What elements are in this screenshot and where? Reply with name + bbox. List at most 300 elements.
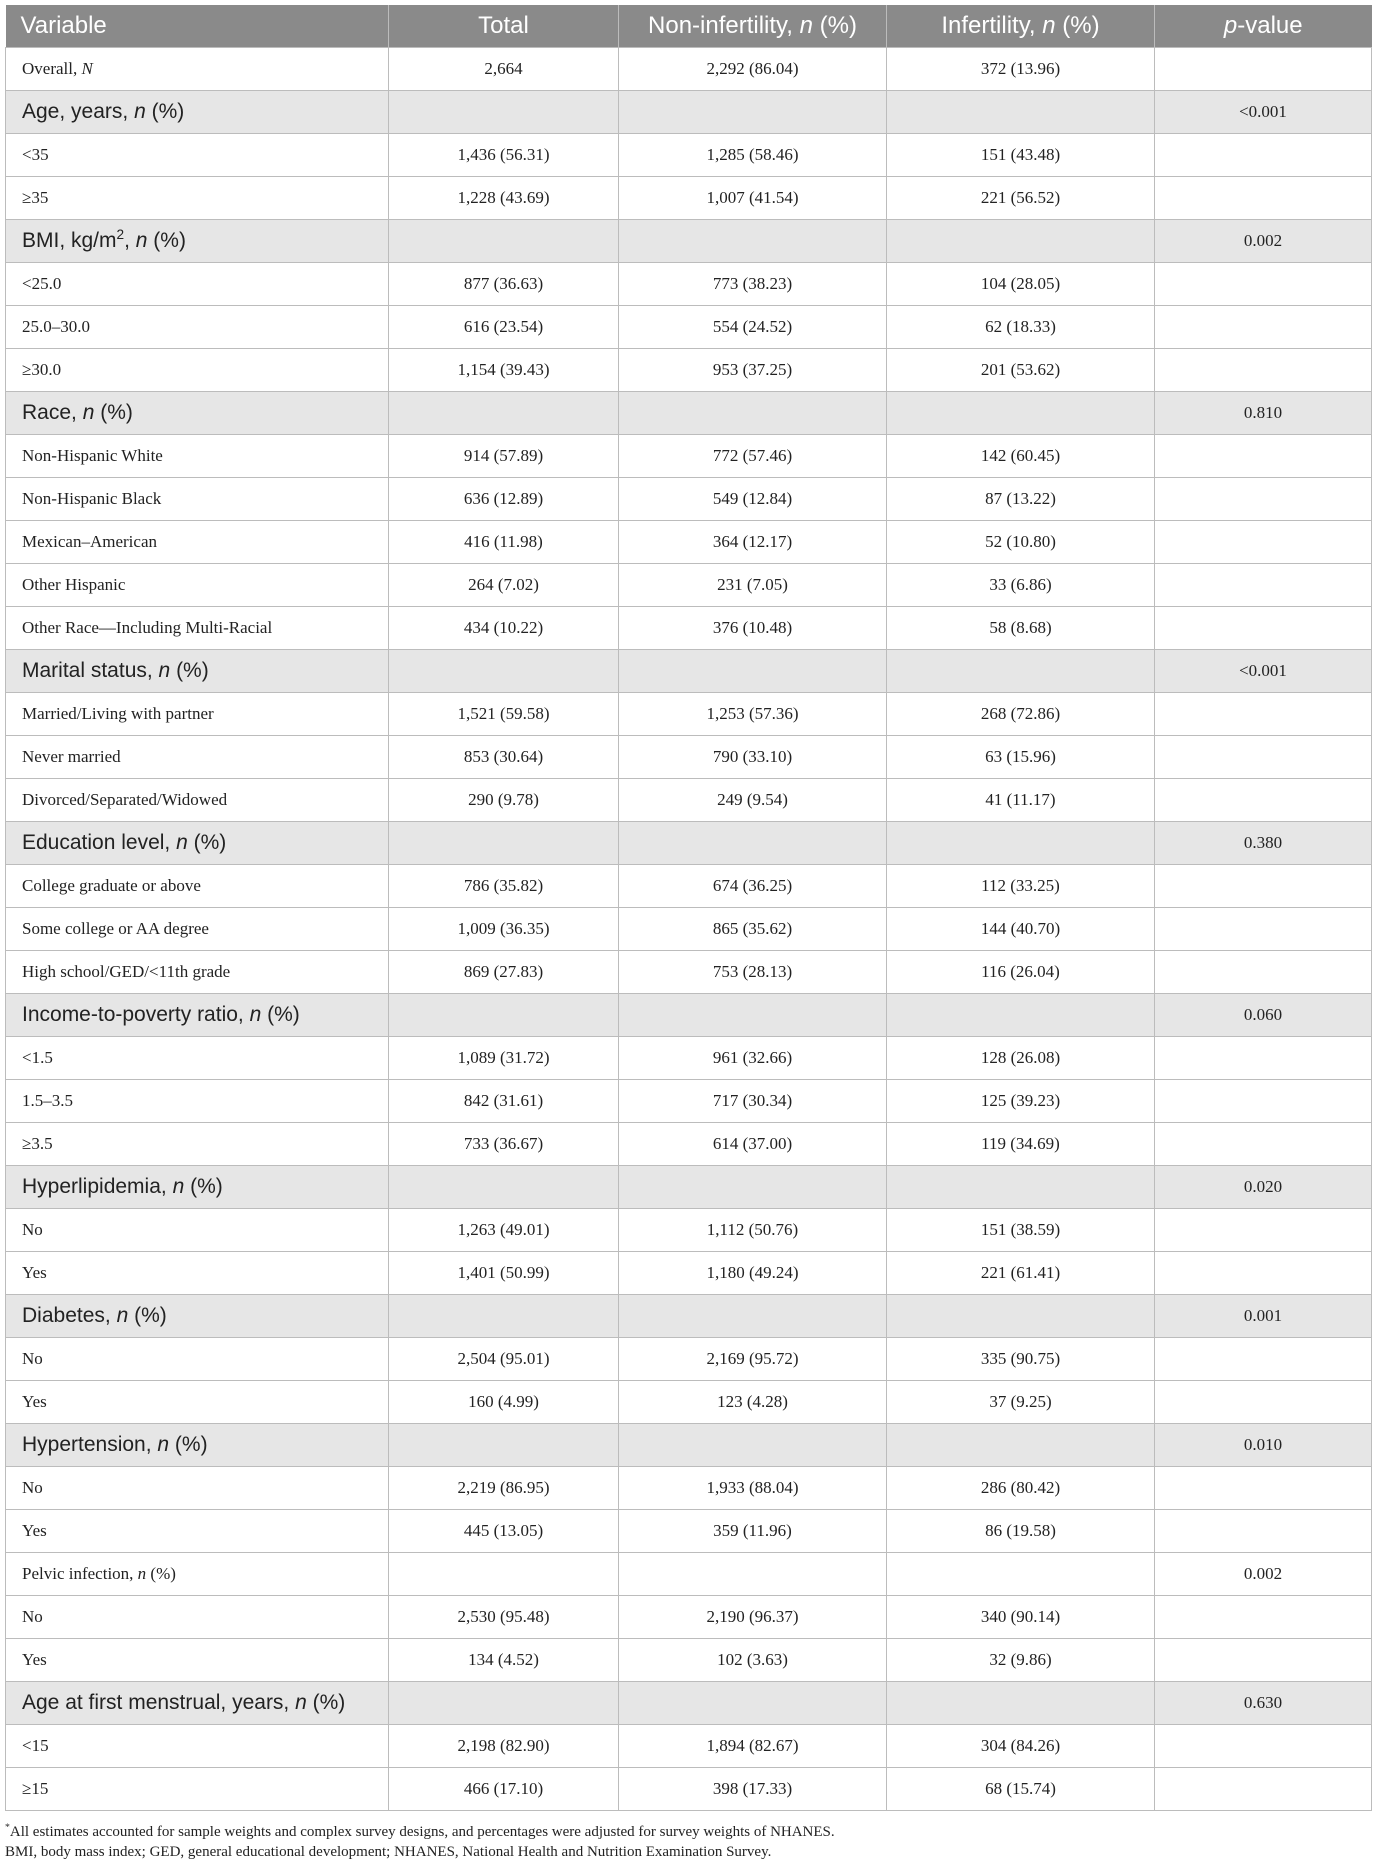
row-non-infertility: 753 (28.13) <box>619 951 887 994</box>
row-label: 1.5–3.5 <box>6 1080 389 1123</box>
row-label: No <box>6 1209 389 1252</box>
group-label-suffix: (%) <box>184 1175 223 1198</box>
row-non-infertility: 2,169 (95.72) <box>619 1338 887 1381</box>
row-total: 877 (36.63) <box>389 263 619 306</box>
group-label <box>6 392 389 435</box>
row-p-value-empty <box>1155 1725 1372 1768</box>
group-label-suffix: (%) <box>306 1691 346 1714</box>
baseline-characteristics-table <box>5 5 1372 1811</box>
row-p-value-empty <box>1155 263 1372 306</box>
header-infertility <box>887 5 1155 48</box>
row-label: Divorced/Separated/Widowed <box>6 779 389 822</box>
group-header-row <box>6 1553 1372 1596</box>
row-total: 1,228 (43.69) <box>389 177 619 220</box>
header-noninf-prefix: Non-infertility, <box>648 12 800 39</box>
group-p-value: 0.380 <box>1155 822 1372 865</box>
group-non-infertility-empty <box>619 822 887 865</box>
group-label <box>6 220 389 263</box>
group-total-empty <box>389 1295 619 1338</box>
table-row <box>6 1725 1372 1768</box>
row-label: <15 <box>6 1725 389 1768</box>
row-non-infertility: 1,180 (49.24) <box>619 1252 887 1295</box>
header-p-value <box>1155 5 1372 48</box>
group-infertility-empty <box>887 1553 1155 1596</box>
group-infertility-empty <box>887 1166 1155 1209</box>
row-label: <1.5 <box>6 1037 389 1080</box>
row-label: ≥35 <box>6 177 389 220</box>
group-label-suffix: (%) <box>94 401 133 424</box>
row-total: 434 (10.22) <box>389 607 619 650</box>
header-noninf-suffix: (%) <box>812 12 857 39</box>
row-label: Yes <box>6 1252 389 1295</box>
row-non-infertility: 1,007 (41.54) <box>619 177 887 220</box>
row-total: 2,530 (95.48) <box>389 1596 619 1639</box>
footnote-weights-text: All estimates accounted for sample weights and complex survey designs, and percentages were adjusted for survey weights of NHANES. <box>9 1824 835 1840</box>
group-p-value: <0.001 <box>1155 91 1372 134</box>
group-infertility-empty <box>887 1295 1155 1338</box>
row-total: 616 (23.54) <box>389 306 619 349</box>
row-total: 2,504 (95.01) <box>389 1338 619 1381</box>
row-non-infertility: 376 (10.48) <box>619 607 887 650</box>
table-row <box>6 1338 1372 1381</box>
row-label: Non-Hispanic White <box>6 435 389 478</box>
row-total: 853 (30.64) <box>389 736 619 779</box>
group-p-value: <0.001 <box>1155 650 1372 693</box>
table-row <box>6 435 1372 478</box>
baseline-table-container <box>5 5 1371 1811</box>
row-infertility: 112 (33.25) <box>887 865 1155 908</box>
group-label-suffix: (%) <box>128 1304 167 1327</box>
group-label-n: n <box>135 229 148 252</box>
row-p-value-empty <box>1155 521 1372 564</box>
row-infertility: 142 (60.45) <box>887 435 1155 478</box>
header-total: Total <box>389 5 619 48</box>
group-label-suffix: (%) <box>169 1433 208 1456</box>
group-label-suffix: (%) <box>146 1564 176 1583</box>
table-row <box>6 177 1372 220</box>
group-total-empty <box>389 1553 619 1596</box>
row-p-value-empty <box>1155 779 1372 822</box>
row-infertility: 340 (90.14) <box>887 1596 1155 1639</box>
table-row <box>6 865 1372 908</box>
row-p-value-empty <box>1155 1338 1372 1381</box>
group-infertility-empty <box>887 650 1155 693</box>
row-p-value-empty <box>1155 1381 1372 1424</box>
row-infertility: 221 (56.52) <box>887 177 1155 220</box>
group-total-empty <box>389 392 619 435</box>
row-total: 264 (7.02) <box>389 564 619 607</box>
group-label-suffix: (%) <box>147 229 186 252</box>
group-label <box>6 1295 389 1338</box>
overall-non-infertility: 2,292 (86.04) <box>619 48 887 91</box>
row-total: 1,009 (36.35) <box>389 908 619 951</box>
row-p-value-empty <box>1155 607 1372 650</box>
row-infertility: 151 (38.59) <box>887 1209 1155 1252</box>
row-infertility: 58 (8.68) <box>887 607 1155 650</box>
row-infertility: 41 (11.17) <box>887 779 1155 822</box>
row-label: Non-Hispanic Black <box>6 478 389 521</box>
table-row <box>6 736 1372 779</box>
group-header-row <box>6 994 1372 1037</box>
group-label-text: Diabetes, <box>22 1304 117 1327</box>
row-total: 2,198 (82.90) <box>389 1725 619 1768</box>
row-infertility: 68 (15.74) <box>887 1768 1155 1811</box>
row-total: 445 (13.05) <box>389 1510 619 1553</box>
row-p-value-empty <box>1155 1596 1372 1639</box>
row-non-infertility: 2,190 (96.37) <box>619 1596 887 1639</box>
footnote-star: * <box>5 1822 10 1833</box>
header-inf-prefix: Infertility, <box>941 12 1043 39</box>
group-label-suffix: (%) <box>187 831 227 854</box>
row-label: Some college or AA degree <box>6 908 389 951</box>
row-total: 636 (12.89) <box>389 478 619 521</box>
group-infertility-empty <box>887 822 1155 865</box>
row-total: 1,154 (39.43) <box>389 349 619 392</box>
row-label: ≥30.0 <box>6 349 389 392</box>
row-infertility: 62 (18.33) <box>887 306 1155 349</box>
table-row <box>6 1381 1372 1424</box>
row-non-infertility: 123 (4.28) <box>619 1381 887 1424</box>
row-label: Other Hispanic <box>6 564 389 607</box>
group-header-row <box>6 220 1372 263</box>
group-total-empty <box>389 822 619 865</box>
group-infertility-empty <box>887 91 1155 134</box>
table-row <box>6 1252 1372 1295</box>
table-row <box>6 693 1372 736</box>
group-total-empty <box>389 91 619 134</box>
row-p-value-empty <box>1155 951 1372 994</box>
row-total: 160 (4.99) <box>389 1381 619 1424</box>
row-p-value-empty <box>1155 134 1372 177</box>
group-non-infertility-empty <box>619 1295 887 1338</box>
row-non-infertility: 717 (30.34) <box>619 1080 887 1123</box>
row-label: ≥3.5 <box>6 1123 389 1166</box>
row-non-infertility: 674 (36.25) <box>619 865 887 908</box>
row-label: Never married <box>6 736 389 779</box>
row-label: No <box>6 1338 389 1381</box>
row-infertility: 33 (6.86) <box>887 564 1155 607</box>
row-p-value-empty <box>1155 1037 1372 1080</box>
table-row <box>6 1510 1372 1553</box>
group-infertility-empty <box>887 392 1155 435</box>
row-infertility: 201 (53.62) <box>887 349 1155 392</box>
row-non-infertility: 359 (11.96) <box>619 1510 887 1553</box>
overall-label-n: N <box>81 59 93 78</box>
group-non-infertility-empty <box>619 650 887 693</box>
row-label: <35 <box>6 134 389 177</box>
group-label-n: n <box>82 401 95 424</box>
row-non-infertility: 961 (32.66) <box>619 1037 887 1080</box>
table-row <box>6 564 1372 607</box>
row-infertility: 151 (43.48) <box>887 134 1155 177</box>
row-total: 1,401 (50.99) <box>389 1252 619 1295</box>
group-p-value: 0.002 <box>1155 220 1372 263</box>
group-infertility-empty <box>887 1682 1155 1725</box>
header-p-italic: p <box>1223 12 1238 39</box>
group-p-value: 0.020 <box>1155 1166 1372 1209</box>
table-row <box>6 1639 1372 1682</box>
row-non-infertility: 1,112 (50.76) <box>619 1209 887 1252</box>
table-row <box>6 263 1372 306</box>
table-body <box>6 48 1372 1811</box>
group-label-text: Age, years, <box>22 100 135 123</box>
row-total: 1,263 (49.01) <box>389 1209 619 1252</box>
row-total: 2,219 (86.95) <box>389 1467 619 1510</box>
row-label: Mexican–American <box>6 521 389 564</box>
overall-label <box>6 48 389 91</box>
group-label-n: n <box>137 1564 147 1583</box>
group-non-infertility-empty <box>619 1424 887 1467</box>
row-non-infertility: 865 (35.62) <box>619 908 887 951</box>
group-label-n: n <box>295 1691 307 1714</box>
row-p-value-empty <box>1155 349 1372 392</box>
row-p-value-empty <box>1155 435 1372 478</box>
row-non-infertility: 231 (7.05) <box>619 564 887 607</box>
group-label-n: n <box>116 1304 129 1327</box>
group-label-after-sup: , <box>124 229 136 252</box>
row-infertility: 125 (39.23) <box>887 1080 1155 1123</box>
row-total: 134 (4.52) <box>389 1639 619 1682</box>
row-non-infertility: 1,253 (57.36) <box>619 693 887 736</box>
group-label-n: n <box>249 1003 262 1026</box>
row-total: 1,089 (31.72) <box>389 1037 619 1080</box>
table-row <box>6 779 1372 822</box>
row-p-value-empty <box>1155 1639 1372 1682</box>
group-infertility-empty <box>887 220 1155 263</box>
row-non-infertility: 953 (37.25) <box>619 349 887 392</box>
row-label: Other Race—Including Multi-Racial <box>6 607 389 650</box>
row-non-infertility: 1,285 (58.46) <box>619 134 887 177</box>
table-row <box>6 607 1372 650</box>
row-non-infertility: 773 (38.23) <box>619 263 887 306</box>
group-total-empty <box>389 220 619 263</box>
group-total-empty <box>389 1682 619 1725</box>
row-infertility: 87 (13.22) <box>887 478 1155 521</box>
header-inf-suffix: (%) <box>1055 12 1100 39</box>
row-label: Married/Living with partner <box>6 693 389 736</box>
group-label-suffix: (%) <box>261 1003 300 1026</box>
table-row <box>6 1596 1372 1639</box>
row-infertility: 52 (10.80) <box>887 521 1155 564</box>
row-total: 914 (57.89) <box>389 435 619 478</box>
group-total-empty <box>389 1424 619 1467</box>
row-p-value-empty <box>1155 1768 1372 1811</box>
row-non-infertility: 549 (12.84) <box>619 478 887 521</box>
row-non-infertility: 1,933 (88.04) <box>619 1467 887 1510</box>
group-label-text: BMI, kg/m <box>22 229 117 252</box>
group-label <box>6 1553 389 1596</box>
row-infertility: 119 (34.69) <box>887 1123 1155 1166</box>
group-header-row <box>6 392 1372 435</box>
group-label <box>6 1682 389 1725</box>
group-p-value: 0.002 <box>1155 1553 1372 1596</box>
header-variable: Variable <box>6 5 389 48</box>
row-total: 416 (11.98) <box>389 521 619 564</box>
row-non-infertility: 364 (12.17) <box>619 521 887 564</box>
table-row <box>6 478 1372 521</box>
row-label: High school/GED/<11th grade <box>6 951 389 994</box>
row-total: 869 (27.83) <box>389 951 619 994</box>
group-label-text: Education level, <box>22 831 177 854</box>
header-inf-n: n <box>1042 12 1056 39</box>
row-p-value-empty <box>1155 736 1372 779</box>
row-p-value-empty <box>1155 1467 1372 1510</box>
row-label: No <box>6 1467 389 1510</box>
row-infertility: 144 (40.70) <box>887 908 1155 951</box>
group-non-infertility-empty <box>619 1682 887 1725</box>
group-label <box>6 1424 389 1467</box>
row-label: Yes <box>6 1510 389 1553</box>
row-label: No <box>6 1596 389 1639</box>
row-total: 1,436 (56.31) <box>389 134 619 177</box>
row-p-value-empty <box>1155 306 1372 349</box>
footnote-weights <box>5 1822 1371 1842</box>
group-header-row <box>6 822 1372 865</box>
group-label-text: Hyperlipidemia, <box>22 1175 173 1198</box>
row-total: 842 (31.61) <box>389 1080 619 1123</box>
table-row <box>6 1123 1372 1166</box>
group-label-n: n <box>134 100 146 123</box>
header-p-suffix: -value <box>1237 12 1303 39</box>
row-infertility: 116 (26.04) <box>887 951 1155 994</box>
row-infertility: 221 (61.41) <box>887 1252 1155 1295</box>
group-label <box>6 91 389 134</box>
group-p-value: 0.630 <box>1155 1682 1372 1725</box>
overall-p-value <box>1155 48 1372 91</box>
row-p-value-empty <box>1155 1510 1372 1553</box>
row-label: College graduate or above <box>6 865 389 908</box>
header-noninf-n: n <box>799 12 813 39</box>
table-row <box>6 1037 1372 1080</box>
group-header-row <box>6 1424 1372 1467</box>
group-p-value: 0.060 <box>1155 994 1372 1037</box>
group-label-superscript: 2 <box>116 227 125 242</box>
row-total: 733 (36.67) <box>389 1123 619 1166</box>
table-row <box>6 1080 1372 1123</box>
row-total: 290 (9.78) <box>389 779 619 822</box>
row-label: ≥15 <box>6 1768 389 1811</box>
group-non-infertility-empty <box>619 1166 887 1209</box>
group-p-value: 0.810 <box>1155 392 1372 435</box>
group-total-empty <box>389 650 619 693</box>
row-label: Yes <box>6 1639 389 1682</box>
table-header-row <box>6 5 1372 48</box>
row-infertility: 86 (19.58) <box>887 1510 1155 1553</box>
row-non-infertility: 772 (57.46) <box>619 435 887 478</box>
row-p-value-empty <box>1155 1080 1372 1123</box>
group-non-infertility-empty <box>619 91 887 134</box>
group-header-row <box>6 650 1372 693</box>
group-total-empty <box>389 994 619 1037</box>
group-label-text: Race, <box>22 401 83 424</box>
row-p-value-empty <box>1155 1123 1372 1166</box>
row-total: 786 (35.82) <box>389 865 619 908</box>
row-label: 25.0–30.0 <box>6 306 389 349</box>
row-infertility: 335 (90.75) <box>887 1338 1155 1381</box>
group-label <box>6 994 389 1037</box>
group-label-text: Income-to-poverty ratio, <box>22 1003 250 1026</box>
row-non-infertility: 1,894 (82.67) <box>619 1725 887 1768</box>
table-row <box>6 521 1372 564</box>
row-non-infertility: 790 (33.10) <box>619 736 887 779</box>
group-label-text: Marital status, <box>22 659 159 682</box>
overall-row <box>6 48 1372 91</box>
group-infertility-empty <box>887 1424 1155 1467</box>
group-label-n: n <box>157 1433 170 1456</box>
row-infertility: 286 (80.42) <box>887 1467 1155 1510</box>
row-p-value-empty <box>1155 177 1372 220</box>
group-non-infertility-empty <box>619 220 887 263</box>
row-p-value-empty <box>1155 865 1372 908</box>
row-infertility: 32 (9.86) <box>887 1639 1155 1682</box>
row-p-value-empty <box>1155 478 1372 521</box>
group-label-text: Age at first menstrual, years, <box>22 1691 296 1714</box>
group-non-infertility-empty <box>619 1553 887 1596</box>
row-label: Yes <box>6 1381 389 1424</box>
row-p-value-empty <box>1155 1252 1372 1295</box>
row-non-infertility: 614 (37.00) <box>619 1123 887 1166</box>
group-label-n: n <box>158 659 171 682</box>
overall-infertility: 372 (13.96) <box>887 48 1155 91</box>
group-label <box>6 1166 389 1209</box>
row-non-infertility: 554 (24.52) <box>619 306 887 349</box>
table-footnotes <box>5 1822 1371 1862</box>
group-label <box>6 822 389 865</box>
row-total: 466 (17.10) <box>389 1768 619 1811</box>
group-label-text: Hypertension, <box>22 1433 158 1456</box>
overall-label-text: Overall, <box>22 59 82 78</box>
group-non-infertility-empty <box>619 392 887 435</box>
row-infertility: 63 (15.96) <box>887 736 1155 779</box>
table-row <box>6 1768 1372 1811</box>
row-p-value-empty <box>1155 908 1372 951</box>
table-row <box>6 1209 1372 1252</box>
row-infertility: 304 (84.26) <box>887 1725 1155 1768</box>
row-label: <25.0 <box>6 263 389 306</box>
row-p-value-empty <box>1155 693 1372 736</box>
table-row <box>6 951 1372 994</box>
overall-total: 2,664 <box>389 48 619 91</box>
group-total-empty <box>389 1166 619 1209</box>
group-header-row <box>6 1166 1372 1209</box>
group-label-suffix: (%) <box>145 100 185 123</box>
group-infertility-empty <box>887 994 1155 1037</box>
row-non-infertility: 102 (3.63) <box>619 1639 887 1682</box>
group-header-row <box>6 1682 1372 1725</box>
table-row <box>6 1467 1372 1510</box>
group-header-row <box>6 1295 1372 1338</box>
row-infertility: 37 (9.25) <box>887 1381 1155 1424</box>
row-non-infertility: 398 (17.33) <box>619 1768 887 1811</box>
group-header-row <box>6 91 1372 134</box>
header-non-infertility <box>619 5 887 48</box>
group-label-suffix: (%) <box>170 659 209 682</box>
table-row <box>6 306 1372 349</box>
row-infertility: 128 (26.08) <box>887 1037 1155 1080</box>
group-label-n: n <box>176 831 188 854</box>
row-total: 1,521 (59.58) <box>389 693 619 736</box>
group-label <box>6 650 389 693</box>
row-infertility: 104 (28.05) <box>887 263 1155 306</box>
group-label-n: n <box>172 1175 185 1198</box>
row-p-value-empty <box>1155 564 1372 607</box>
table-row <box>6 349 1372 392</box>
row-non-infertility: 249 (9.54) <box>619 779 887 822</box>
table-row <box>6 908 1372 951</box>
group-p-value: 0.010 <box>1155 1424 1372 1467</box>
row-p-value-empty <box>1155 1209 1372 1252</box>
row-infertility: 268 (72.86) <box>887 693 1155 736</box>
